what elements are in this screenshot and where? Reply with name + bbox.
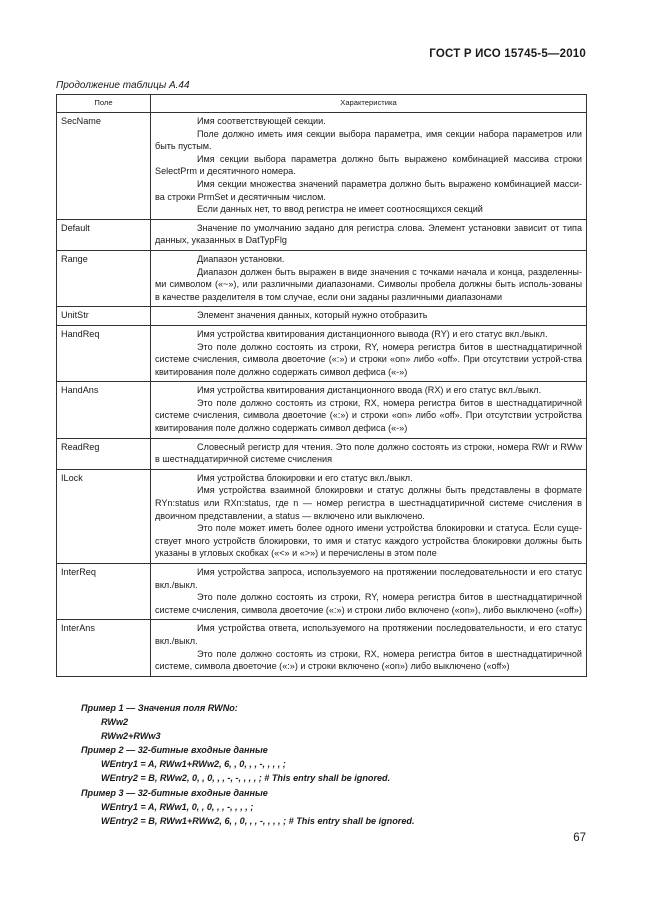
field-description-cell bbox=[151, 219, 587, 250]
table-row bbox=[57, 219, 587, 250]
table-row bbox=[57, 620, 587, 676]
description-paragraph: Это поле должно состоять из строки, RX, номера регистра битов в шестнадцатиричной системе, символа двоеточие («:») и строки включено («on») либо выключено («off») bbox=[155, 648, 582, 672]
description-paragraph: Имя секции множества значений параметра должно быть выражено комбинацией масси-ва строки PrmSet и десятичным числом. bbox=[155, 178, 582, 202]
field-name-cell: Range bbox=[57, 250, 151, 306]
table-row bbox=[57, 564, 587, 620]
example-code-line: WEntry2 = B, RWw1+RWw2, 6, , 0, , , -, , , , ; # This entry shall be ignored. bbox=[101, 815, 415, 826]
field-name-cell: SecName bbox=[57, 113, 151, 220]
description-paragraph: Поле должно иметь имя секции выбора параметра, имя секции набора параметров или быть пустым. bbox=[155, 128, 582, 152]
description-paragraph: Элемент значения данных, который нужно отобразить bbox=[197, 310, 428, 321]
table-body bbox=[57, 113, 587, 677]
field-name-cell: ILock bbox=[57, 469, 151, 563]
field-description-cell bbox=[151, 469, 587, 563]
description-paragraph: Диапазон должен быть выражен в виде значения с точками начала и конца, разделенны-ми символом («~»), или различными диапазонами. Символы пробела должны быть исполь-зованы в качестве разделителя в том случае, если они заданы различными диапазонами bbox=[155, 266, 582, 302]
field-name-cell: HandReq bbox=[57, 325, 151, 381]
field-description-cell bbox=[151, 620, 587, 676]
example-code-line: WEntry1 = A, RWw1, 0, , 0, , , -, , , , ; bbox=[101, 801, 254, 812]
description-paragraph: Значение по умолчанию задано для регистра слова. Элемент установки зависит от типа данных, указанных в DatTypFlg bbox=[155, 222, 582, 246]
column-header-field: Поле bbox=[57, 95, 151, 113]
field-name-cell: InterAns bbox=[57, 620, 151, 676]
page-number: 67 bbox=[573, 832, 586, 844]
field-description-cell bbox=[151, 250, 587, 306]
example-code-line: WEntry1 = A, RWw1+RWw2, 6, , 0, , , -, , , , ; bbox=[101, 759, 286, 770]
description-paragraph: Имя устройства запроса, используемого на протяжении последовательности и его статус вкл./выкл. bbox=[155, 567, 582, 590]
table-row bbox=[57, 382, 587, 438]
table-row bbox=[57, 113, 587, 220]
example-heading: Пример 1 — Значения поля RWNo: bbox=[81, 703, 238, 713]
description-paragraph: Если данных нет, то ввод регистра не имеет соотносящихся секций bbox=[197, 204, 483, 215]
description-paragraph: Имя устройства квитирования дистанционного ввода (RX) и его статус вкл./выкл. bbox=[197, 385, 542, 396]
example-code-line: WEntry2 = B, RWw2, 0, , 0, , , -, -, , , , ; # This entry shall be ignored. bbox=[101, 773, 391, 784]
description-paragraph: Имя устройства квитирования дистанционного вывода (RY) и его статус вкл./выкл. bbox=[197, 328, 548, 339]
field-name-cell: InterReq bbox=[57, 564, 151, 620]
table-row bbox=[57, 307, 587, 326]
field-description-cell bbox=[151, 564, 587, 620]
document-header: ГОСТ Р ИСО 15745-5—2010 bbox=[429, 48, 586, 60]
table-row bbox=[57, 469, 587, 563]
description-paragraph: Это поле должно состоять из строки, RX, номера регистра битов в шестнадцатиричной системе счисления, символа двоеточие («:») и строки «on» либо «off». При отсутствии устройства квитирования поле должно содержать символ дефиса («-») bbox=[155, 397, 582, 434]
field-description-cell bbox=[151, 307, 587, 326]
description-paragraph: Имя устройства взаимной блокировки и статус должны быть представлены в формате RYn:status или RXn:status, где n — номер регистра в шестнадцатиричной системе счисления в двоичном представлении, а status — включено или выключено. bbox=[155, 485, 582, 521]
field-name-cell: Default bbox=[57, 219, 151, 250]
example-code-line: RWw2+RWw3 bbox=[101, 731, 161, 742]
description-paragraph: Словесный регистр для чтения. Это поле должно состоять из строки, номера RWr и RWw в шестнадцатиричной системе счисления bbox=[155, 441, 582, 465]
description-paragraph: Имя секции выбора параметра должно быть выражено комбинацией массива строки SelectPrm и десятичного номера. bbox=[155, 153, 582, 177]
description-paragraph: Это поле может иметь более одного имени устройства блокировки и статуса. Если суще-ствует много устройств блокировки, то имя и статус каждого устройства блокировки должны быть указаны в угловых скобках («<» и «>») и перечислены в этом поле bbox=[155, 523, 582, 559]
table-row bbox=[57, 250, 587, 306]
example-heading: Пример 3 — 32-битные входные данные bbox=[81, 787, 268, 798]
field-description-cell bbox=[151, 382, 587, 438]
description-paragraph: Это поле должно состоять из строки, RY, номера регистра битов в шестнадцатиричной системе счисления, символа двоеточие («:») и строки либо включено («on»), либо выключено («off») bbox=[155, 592, 582, 615]
description-paragraph: Диапазон установки. bbox=[197, 253, 285, 264]
field-description-cell bbox=[151, 113, 587, 220]
description-paragraph: Имя соответствующей секции. bbox=[197, 116, 326, 126]
example-heading: Пример 2 — 32-битные входные данные bbox=[81, 745, 268, 756]
table-row bbox=[57, 325, 587, 381]
example-code-line: RWw2 bbox=[101, 717, 129, 728]
description-paragraph: Это поле должно состоять из строки, RY, номера регистра битов в шестнадцатиричной системе счисления, символа двоеточие («:») и строки «on» либо «off». При отсутствии устрой-ства квитирования поле должно содержать символ дефиса («-») bbox=[155, 341, 582, 377]
description-paragraph: Имя устройства блокировки и его статус вкл./выкл. bbox=[197, 472, 413, 483]
description-paragraph: Имя устройства ответа, используемого на протяжении последовательности, и его статус вкл./выкл. bbox=[155, 623, 582, 646]
field-name-cell: UnitStr bbox=[57, 307, 151, 326]
attributes-table bbox=[56, 94, 587, 677]
examples-block bbox=[56, 701, 596, 828]
field-name-cell: HandAns bbox=[57, 382, 151, 438]
table-row bbox=[57, 438, 587, 469]
table-caption: Продолжение таблицы А.44 bbox=[56, 80, 190, 91]
field-description-cell bbox=[151, 325, 587, 381]
column-header-description: Характеристика bbox=[151, 95, 587, 113]
table-header-row bbox=[57, 95, 587, 113]
field-name-cell: ReadReg bbox=[57, 438, 151, 469]
field-description-cell bbox=[151, 438, 587, 469]
